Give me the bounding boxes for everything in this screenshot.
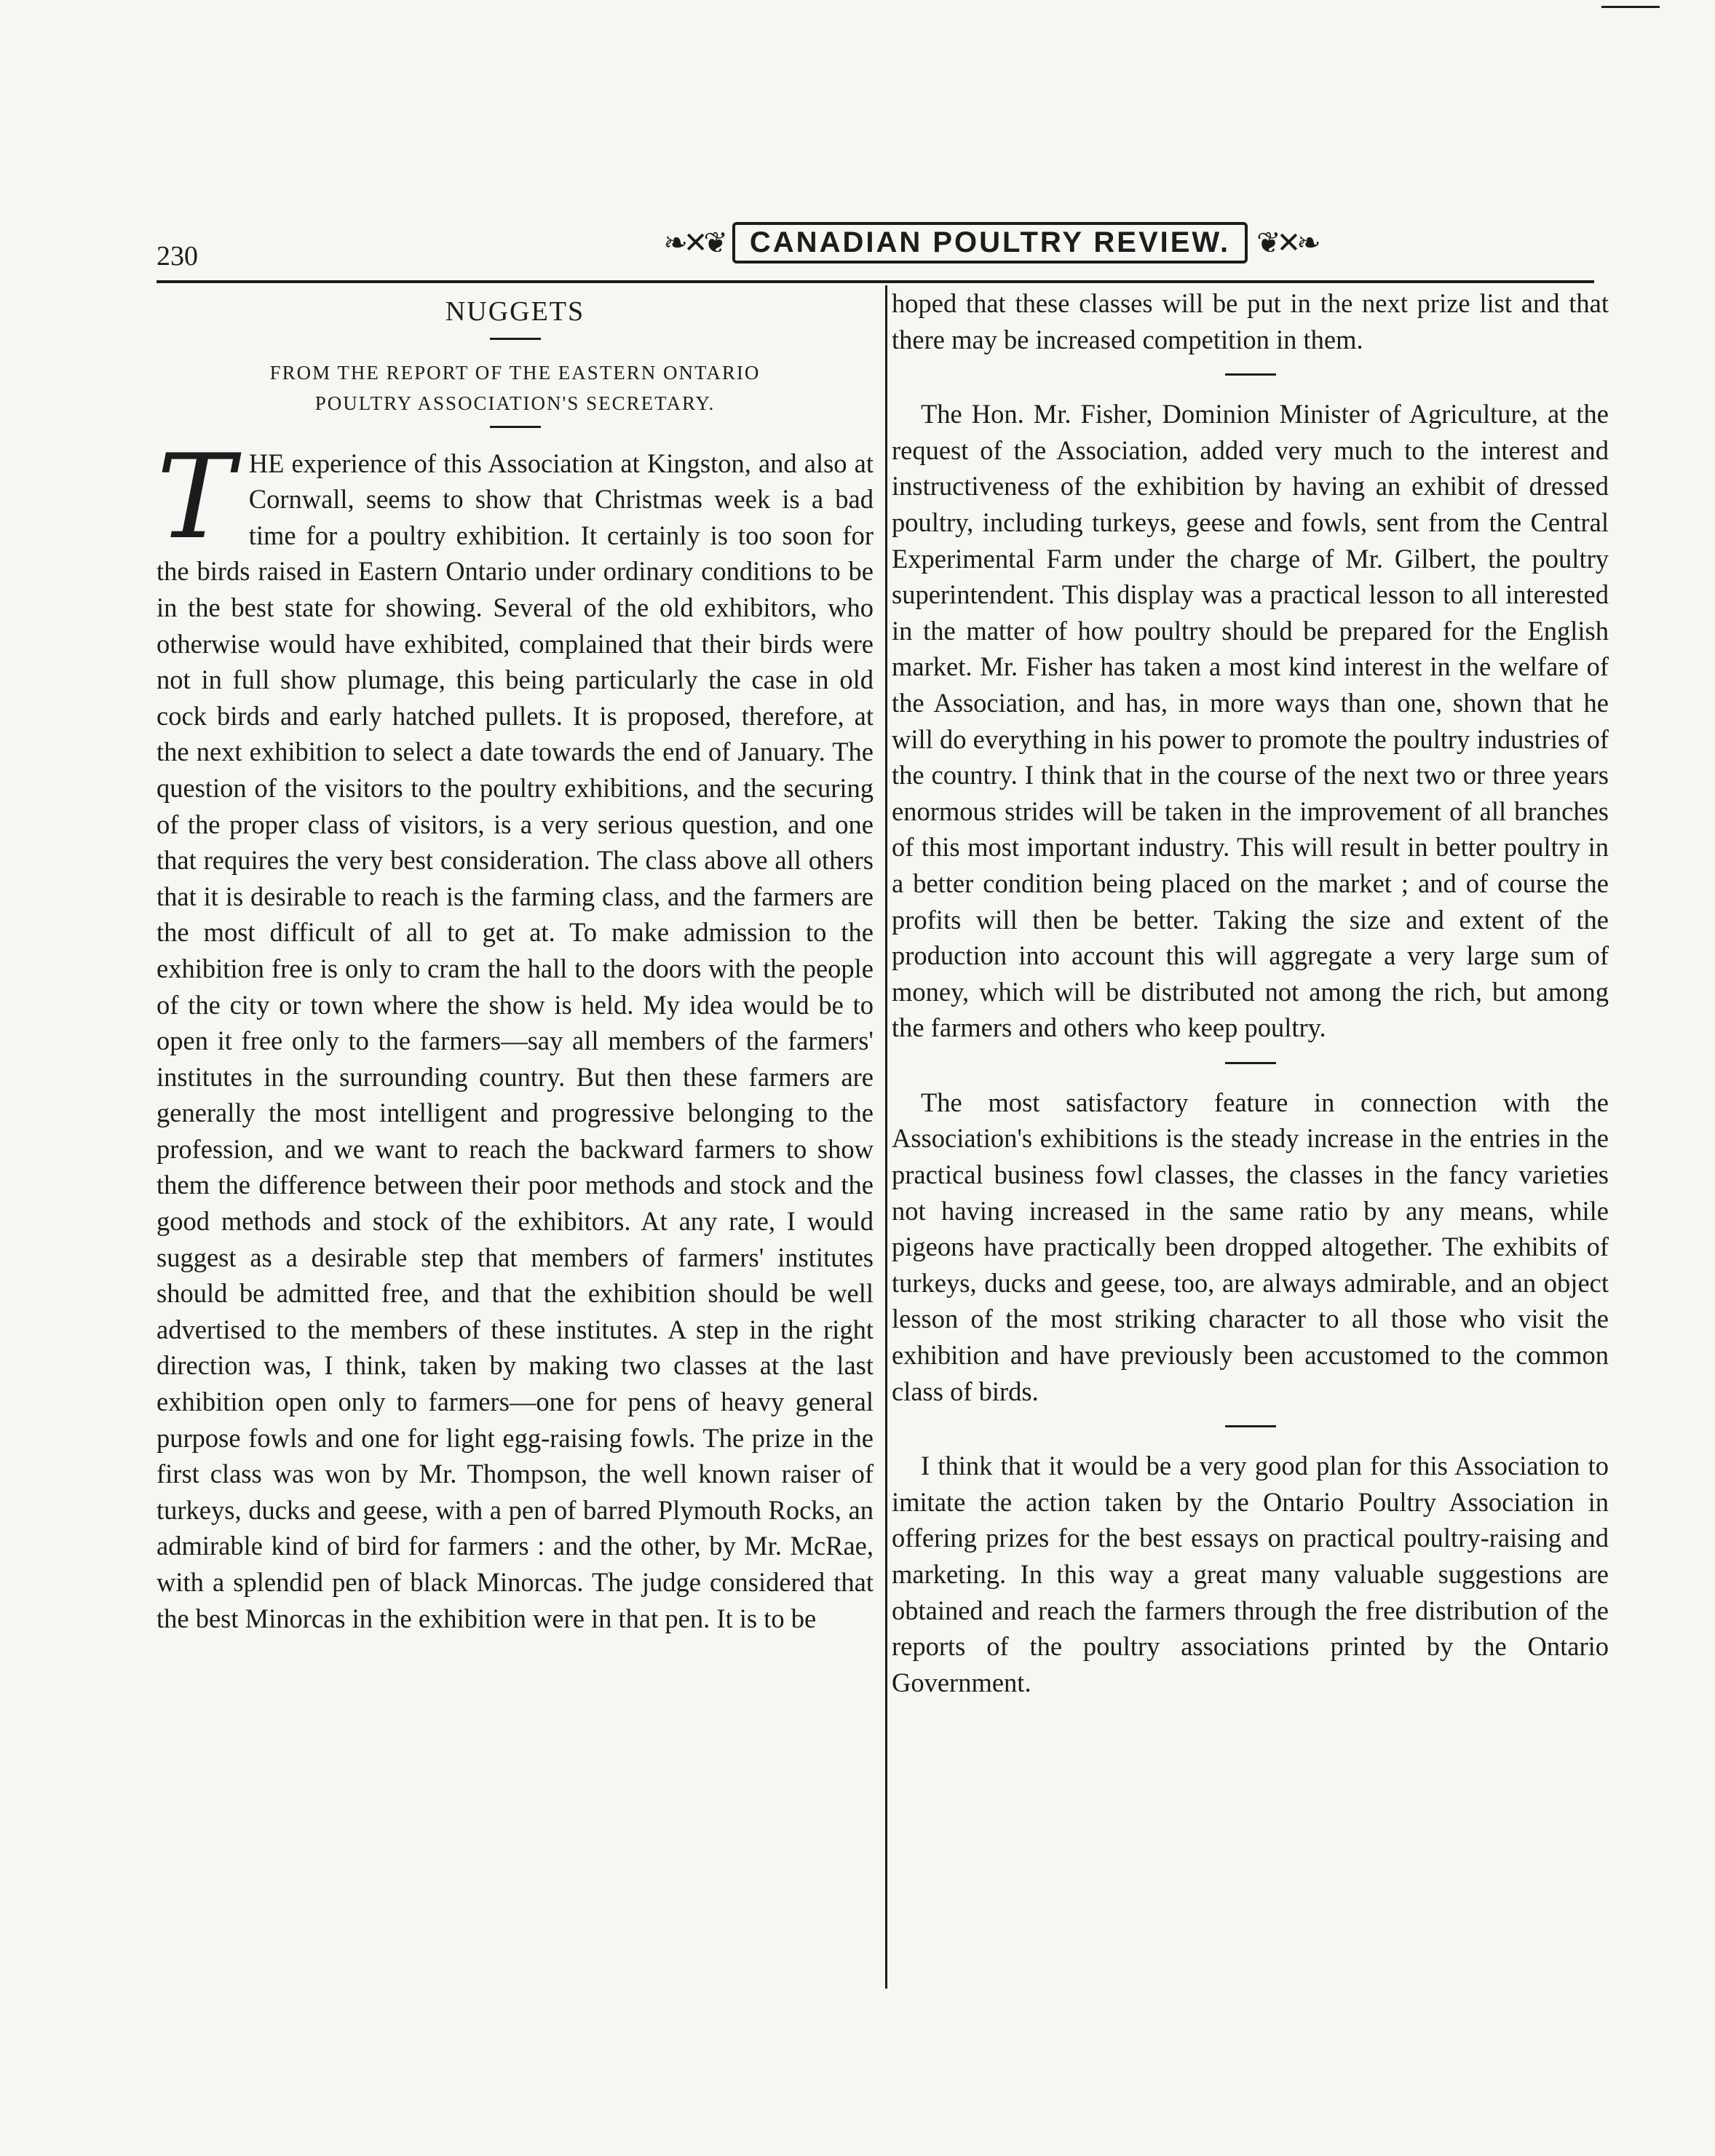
page-number: 230 [157,241,198,272]
paragraph-4: I think that it would be a very good plan for this Association to imitate the action taken by the Ontario Poultry Association in offering prizes for the best essays on practical poultry-raising and marketing. In this way a great many valuable suggestions are obtained and reach the farmers through the free distribution of the reports of the poultry associations printed by the Ontario Government. [892,1451,1609,1697]
article-subtitle [157,357,874,419]
paragraph-1-text: HE experience of this Association at Kingston, and also at Cornwall, seems to show that Christmas week is a bad time for a poultry exhibition. It certainly is too soon for the birds raised in Eastern Ontario under ordinary conditions to be in the best state for showing. Several of the old exhibitors, who otherwise would have exhibited, complained that their birds were not in full show plumage, this being particularly the case in old cock birds and early hatched pullets. It is proposed, therefore, at the next exhibition to select a date towards the end of January. The question of the visitors to the poultry exhibitions, and the securing of the proper class of visitors, is a very serious question, and one that requires the very best consideration. The class above all others that it is desirable to reach is the farming class, and the farmers are the most difficult of all to get at. To make admission to the exhibition free is only to cram the hall to the doors with the people of the city or town where the show is held. My idea would be to open it free only to the farmers—say all members of the farmers' institutes in the surrounding country. But then these farmers are generally the most intelligent and progressive belonging to the profession, and we want to reach the backward farmers to show them the difference between their poor methods and stock and the good methods and stock of the exhibitors. At any rate, I would suggest as a desirable step that members of farmers' institutes should be admitted free, and that the exhibition should be well advertised to the members of these institutes. A step in the right direction was, I think, taken by making two classes at the last exhibition open only to farmers—one for pens of heavy general purpose fowls and one for light egg-raising fowls. The prize in the first class was won by Mr. Thompson, the well known raiser of turkeys, ducks and geese, with a pen of barred Plymouth Rocks, an admirable kind of bird for farmers : and the other, by Mr. McRae, with a splendid pen of black Minorcas. The judge considered that the best Minorcas in the exhibition were in that pen. It is to be [157,448,874,1633]
column-divider [885,285,887,1989]
paragraph-2: The Hon. Mr. Fisher, Dominion Minister of Agriculture, at the request of the Association, added very much to the interest and instructiveness of the exhibition by having an exhibit of dressed poultry, including turkeys, geese and fowls, sent from the Central Experimental Farm under the charge of Mr. Gilbert, the poultry superintendent. This display was a practical lesson to all interested in the matter of how poultry should be prepared for the English market. Mr. Fisher has taken a most kind interest in the welfare of the Association, and has, in more ways than one, shown that he will do everything in his power to promote the poultry industries of the country. I think that in the course of the next two or three years enormous strides will be taken in the improvement of all branches of this most important industry. This will result in better poultry in a better condition being placed on the market ; and of course the profits will then be better. Taking the size and extent of the production into account this will aggregate a very large sum of money, which will be distributed not among the rich, but among the farmers and others who keep poultry. [892,399,1609,1043]
section-rule [1225,1425,1276,1427]
left-column [157,285,874,1636]
subtitle-line: FROM THE REPORT OF THE EASTERN ONTARIO [269,361,761,384]
right-column [892,285,1609,1700]
subtitle-rule [490,426,541,428]
masthead-title: CANADIAN POULTRY REVIEW. [732,222,1248,263]
paragraph-3: The most satisfactory feature in connection with the Association's exhibitions is the steady increase in the entries in the practical business fowl classes, the classes in the fancy varieties not having increased in the same ratio by any means, while pigeons have practically been dropped altogether. The exhibits of turkeys, ducks and geese, too, are always admirable, and an object lesson of the most striking character to all those who visit the exhibition and have previously been accustomed to the common class of birds. [892,1087,1609,1406]
paragraph-1 [157,428,874,1637]
masthead-ornament-right-icon: ❦✕❧ [1256,226,1317,259]
masthead [633,218,1347,266]
section-rule [1225,373,1276,376]
header-rule [157,280,1594,283]
drop-cap: T [157,428,234,565]
corner-rule [1601,6,1660,8]
title-rule [490,338,541,340]
article-title: NUGGETS [445,296,585,327]
masthead-ornament-left-icon: ❧✕❦ [663,226,724,259]
page-header [157,218,1594,272]
paragraph-1-continued: hoped that these classes will be put in the next prize list and that there may be increased competition in them. [892,288,1609,354]
section-rule [1225,1062,1276,1064]
subtitle-line: POULTRY ASSOCIATION'S SECRETARY. [314,392,716,414]
